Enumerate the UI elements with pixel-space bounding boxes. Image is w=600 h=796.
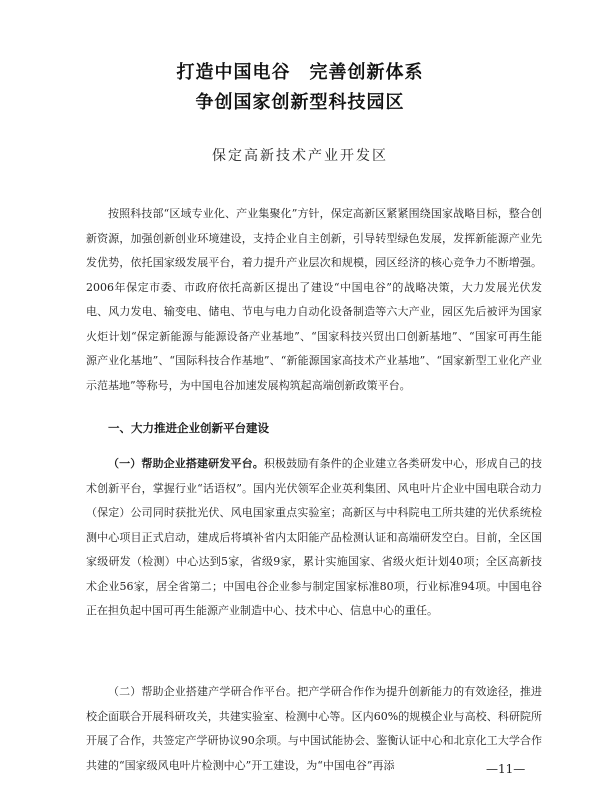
title-line-2: 争创国家创新型科技园区 xyxy=(195,92,405,113)
item1-lead: （一）帮助企业搭建研发平台。 xyxy=(108,457,264,470)
section1-item1 xyxy=(86,452,542,624)
page-number: —11— xyxy=(486,762,526,776)
item2-lead: （二）帮助企业搭建产学研合作平台。 xyxy=(108,685,298,698)
title-line-1: 打造中国电谷 完善创新体系 xyxy=(176,62,424,83)
section-heading-1: 一、大力推进企业创新平台建设 xyxy=(108,421,269,435)
section1-item2 xyxy=(86,680,542,778)
item1-text: 积极鼓励有条件的企业建立各类研发中心，形成自己的技术创新平台，掌握行业“话语权”。国内光伏领军企业英利集团、风电叶片企业中国电联合动力（保定）公司同时获批光伏、风电国家重点实验室；高新区与中科院电工所共建的光伏系统检测中心项目正式启动，建成后将填补省内太阳能产品检测认证和高端研发空白。目前，全区国家级研发（检测）中心达到5家，省级9家，累计实施国家、省级火炬计划40项；全区高新技术企业56家，居全省第二；中国电谷企业参与制定国家标准80项，行业标准94项。中国电谷正在担负起中国可再生能源产业制造中心、技术中心、信息中心的重任。 xyxy=(86,457,542,617)
item2-text: 把产学研合作作为提升创新能力的有效途径，推进校企面联合开展科研攻关，共建实验室、检测中心等。区内60%的规模企业与高校、科研院所开展了合作，共签定产学研协议90余项。与中国试能协会、鉴衡认证中心和北京化工大学合作共建的“国家级风电叶片检测中心”开工建设，为“中国电谷”再添 xyxy=(86,685,543,772)
author-org: 保定高新技术产业开发区 xyxy=(212,148,388,164)
intro-paragraph: 按照科技部“区域专业化、产业集聚化”方针，保定高新区紧紧围绕国家战略目标，整合创新资源，加强创新创业环境建设，支持企业自主创新，引导转型绿色发展，发挥新能源产业先发优势，依托国家级发展平台，着力提升产业层次和规模，园区经济的核心竞争力不断增强。2006年保定市委、市政府依托高新区提出了建设“中国电谷”的战略决策，大力发展光伏发电、风力发电、输变电、储电、节电与电力自动化设备制造等六大产业，园区先后被评为国家火炬计划“保定新能源与能源设备产业基地”、“国家科技兴贸出口创新基地”、“国家可再生能源产业化基地”、“国际科技合作基地”、“新能源国家高技术产业基地”、“国家新型工业化产业示范基地”等称号，为中国电谷加速发展构筑起高端创新政策平台。 xyxy=(86,207,542,392)
